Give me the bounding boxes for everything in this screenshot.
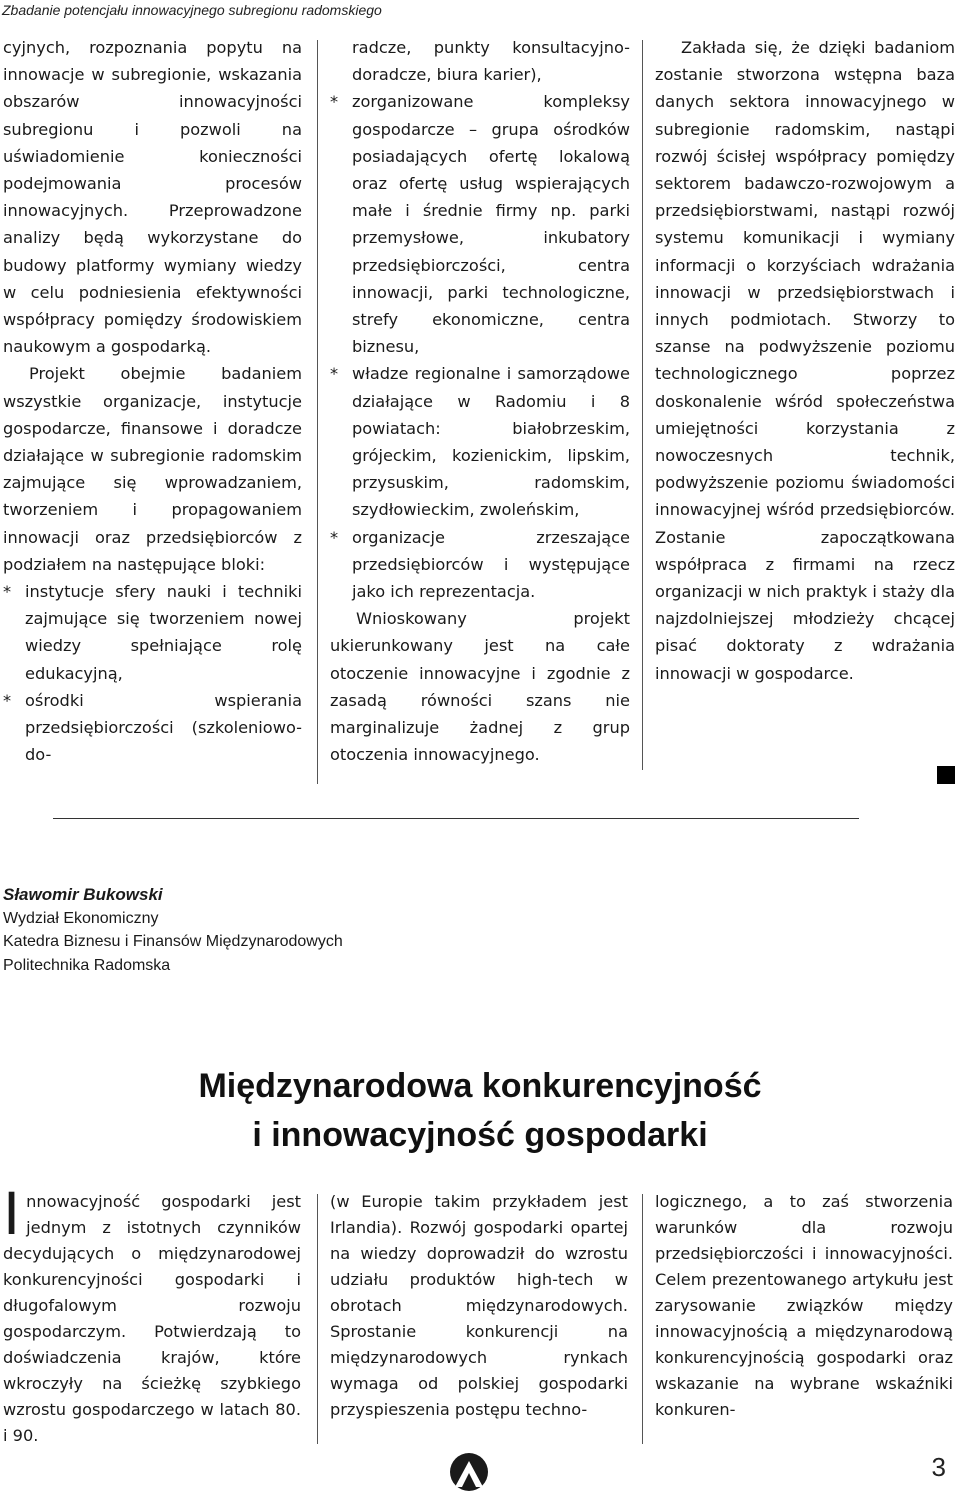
- author-block: [3, 883, 343, 977]
- list-item-text: władze regionalne i samorządowe działające w Radomiu i 8 powiatach: białobrzeskim, grójeckim, kozienickim, lipskim, przysuskim, radomskim, szydłowieckim, zwoleńskim,: [352, 364, 630, 520]
- paragraph: logicznego, a to zaś stworzenia warunków dla rozwoju przedsiębiorczości i innowacyjności. Celem prezentowanego artykułu jest zarysowanie związków między innowacyjnością a międzynarodową konkurencyjnością gospodarki oraz wskazanie na wybrane wskaźniki konkuren-: [655, 1192, 953, 1419]
- paragraph: Wnioskowany projekt ukierunkowany jest na całe otoczenie innowacyjne i zgodnie z zasadą równości szans nie marginalizuje żadnej z grup otoczenia innowacyjnego.: [330, 609, 630, 765]
- article-title-line: i innowacyjność gospodarki: [252, 1116, 708, 1154]
- list-item-text: organizacje zrzeszające przedsiębiorców i występujące jako ich reprezentacja.: [352, 527, 630, 602]
- article-column-3: [655, 1189, 953, 1423]
- paragraph: cyjnych, rozpoznania popytu na innowacje w subregionie, wskazania obszarów innowacyjności subregionu i pozwoli na uświadomienie konieczności podejmowania procesów innowacyjnych. Przeprowadzone analizy będą wykorzystane do budowy platformy wymiany wiedzy w celu podniesienia efektywności współpracy pomiędzy środowiskiem naukowym a gospodarką.: [3, 38, 302, 357]
- publisher-logo-icon: [448, 1449, 490, 1493]
- list-item-text: ośrodki wspierania przedsiębiorczości (szkoleniowo-do-: [25, 690, 302, 765]
- article-column-1: [3, 1180, 301, 1449]
- end-of-article-mark: [937, 766, 955, 784]
- paragraph-text: nnowacyjność gospodarki jest jednym z istotnych czynników decydujących o międzynarodowej konkurencyjności gospodarki i długofalowym rozwoju gospodarczym. Potwierdzają to doświadczenia krajów, które wkroczyły na ścieżkę szybkiego wzrostu gospodarczego w latach 80. i 90.: [3, 1192, 301, 1445]
- section-divider: [53, 818, 859, 819]
- column-divider: [317, 1194, 318, 1444]
- column-divider: [317, 40, 318, 784]
- article-title-line: Międzynarodowa konkurencyjność: [198, 1067, 762, 1105]
- column-divider: [642, 1194, 643, 1444]
- paragraph: [3, 1180, 301, 1449]
- paragraph: Projekt obejmie badaniem wszystkie organizacje, instytucje gospodarcze, finansowe i doradcze działające w subregionie radomskim zajmujące się wprowadzaniem, tworzeniem i propagowaniem innowacji oraz przedsiębiorców z podziałem na następujące bloki:: [3, 364, 302, 574]
- bullet-marker: *: [330, 92, 339, 112]
- drop-cap: I: [3, 1180, 21, 1248]
- author-name: Sławomir Bukowski: [3, 885, 163, 904]
- article-column-2: [330, 1189, 628, 1423]
- list-item: [3, 687, 302, 769]
- article-column-2: [330, 34, 630, 768]
- list-item: [330, 360, 630, 523]
- list-item: [330, 88, 630, 360]
- list-item-text: zorganizowane kompleksy gospodarcze – grupa ośrodków posiadających ofertę lokalową oraz ofertę usług wspierających małe i średnie firmy np. parki przemysłowe, inkubatory przedsiębiorczości, centra innowacji, parki technologiczne, strefy ekonomiczne, centra biznesu,: [352, 92, 630, 357]
- list-item-text: instytucje sfery nauki i techniki zajmujące się tworzeniem nowej wiedzy spełniające rolę edukacyjną,: [25, 582, 302, 683]
- list-item: [330, 524, 630, 606]
- article-column-1: [3, 34, 302, 768]
- list-item: [3, 578, 302, 687]
- article-title: [150, 1062, 810, 1160]
- bullet-marker: *: [3, 690, 12, 710]
- author-department: Katedra Biznesu i Finansów Międzynarodowych: [3, 933, 343, 950]
- bullet-marker: *: [330, 527, 339, 547]
- author-university: Politechnika Radomska: [3, 956, 171, 974]
- article-column-3: [655, 34, 955, 687]
- bullet-marker: *: [330, 364, 339, 384]
- paragraph: (w Europie takim przykładem jest Irlandia). Rozwój gospodarki opartej na wiedzy doprowadził do wzrostu udziału produktów high-tech w obrotach międzynarodowych. Sprostanie konkurencji na międzynarodowych rynkach wymaga od polskiej gospodarki przyspieszenia postępu techno-: [330, 1192, 628, 1419]
- paragraph: Zakłada się, że dzięki badaniom zostanie stworzona wstępna baza danych sektora innowacyjnego w subregionie radomskim, nastąpi rozwój ścisłej współpracy pomiędzy sektorem badawczo-rozwojowym a przedsiębiorstwami, nastąpi rozwój systemu komunikacji i wymiany informacji o korzyściach wdrażania innowacji w przedsiębiorstwach i innych podmiotach. Stworzy to szanse na podwyższenie poziomu technologicznego poprzez doskonalenie wśród społeczeństwa umiejętności korzystania z nowoczesnych technik, podwyższenie poziomu świadomości innowacyjnej wśród przedsiębiorców. Zostanie zapoczątkowana współpraca z firmami na rzecz organizacji w nich praktyk i staży dla najzdolniejszej młodzieży chcącej pisać doktoraty z wdrażania innowacji w gospodarce.: [655, 38, 955, 683]
- paragraph-continuation: radcze, punkty konsultacyjno-doradcze, biura karier),: [352, 38, 630, 85]
- page-number: 3: [931, 1452, 946, 1482]
- bullet-marker: *: [3, 582, 12, 602]
- author-faculty: Wydział Ekonomiczny: [3, 909, 159, 927]
- column-divider: [642, 40, 643, 770]
- running-header: Zbadanie potencjału innowacyjnego subregionu radomskiego: [2, 2, 382, 18]
